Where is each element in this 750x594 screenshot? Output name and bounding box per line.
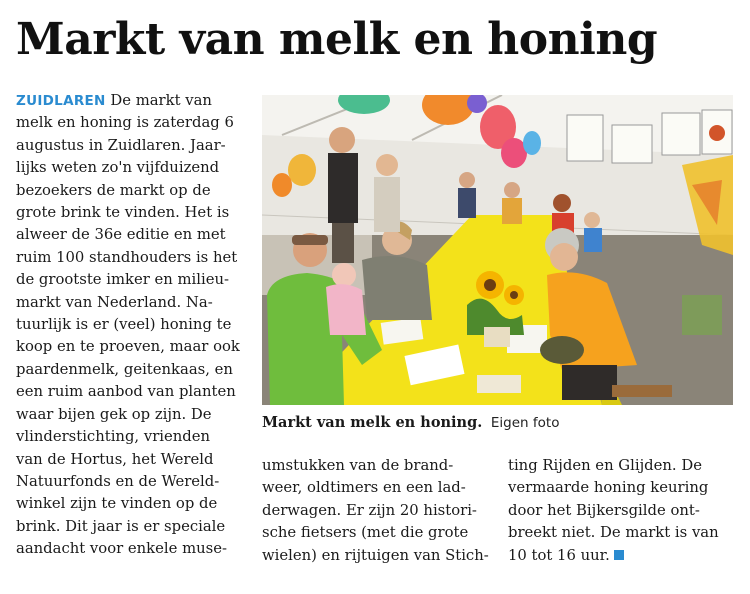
text-line: vlinderstichting, vrienden xyxy=(16,428,211,446)
text-line: paardenmelk, geitenkaas, en xyxy=(16,360,233,378)
text-line: door het Bijkersgilde ont- xyxy=(508,501,700,519)
caption-title: Markt van melk en honing. xyxy=(262,414,483,431)
end-of-article-square-icon xyxy=(614,550,624,560)
text-line: sche fietsers (met die grote xyxy=(262,524,469,542)
text-line: tuurlijk is er (veel) honing te xyxy=(16,316,232,334)
photo-caption xyxy=(262,413,559,433)
market-photo-illustration xyxy=(262,95,733,405)
dateline: ZUIDLAREN xyxy=(16,93,106,109)
text-line: Natuurfonds en de Wereld- xyxy=(16,472,220,490)
headline: Markt van melk en honing xyxy=(16,14,658,65)
text-line: augustus in Zuidlaren. Jaar- xyxy=(16,136,226,154)
text-line: ting Rijden en Glijden. De xyxy=(508,457,702,474)
text-line: melk en honing is zaterdag 6 xyxy=(16,114,234,132)
text-line: een ruim aanbod van planten xyxy=(16,383,236,401)
article-column-3 xyxy=(508,455,733,567)
text-line: waar bijen gek op zijn. De xyxy=(16,405,212,423)
text-line: markt van Nederland. Na- xyxy=(16,293,213,311)
text-line: aandacht voor enkele muse- xyxy=(16,540,228,558)
caption-credit: Eigen foto xyxy=(490,415,560,431)
text-line: ruim 100 standhouders is het xyxy=(16,248,238,266)
text-line: de grootste imker en milieu- xyxy=(16,271,230,289)
text-line: wielen) en rijtuigen van Stich- xyxy=(262,546,489,564)
text-line: umstukken van de brand- xyxy=(262,457,454,474)
article-column-2 xyxy=(262,455,492,567)
text-line: lijks weten zo'n vijfduizend xyxy=(16,159,220,177)
text-line: weer, oldtimers en een lad- xyxy=(262,479,466,497)
last-line-text: 10 tot 16 uur. xyxy=(508,546,610,564)
text-line: grote brink te vinden. Het is xyxy=(16,204,230,222)
article-column-1 xyxy=(16,90,246,561)
market-photo xyxy=(262,95,733,405)
text-line: derwagen. Er zijn 20 histori- xyxy=(262,501,477,519)
text-line: winkel zijn te vinden op de xyxy=(16,495,218,513)
first-line xyxy=(16,90,246,112)
text-line: brink. Dit jaar is er speciale xyxy=(16,517,226,535)
text-line: vermaarde honing keuring xyxy=(508,479,709,497)
text-line: breekt niet. De markt is van xyxy=(508,524,719,542)
last-line xyxy=(508,545,733,567)
first-line-text: De markt van xyxy=(110,92,212,109)
text-line: alweer de 36e editie en met xyxy=(16,226,226,244)
text-line: koop en te proeven, maar ook xyxy=(16,338,240,356)
text-line: van de Hortus, het Wereld xyxy=(16,450,214,468)
text-line: bezoekers de markt op de xyxy=(16,181,211,199)
